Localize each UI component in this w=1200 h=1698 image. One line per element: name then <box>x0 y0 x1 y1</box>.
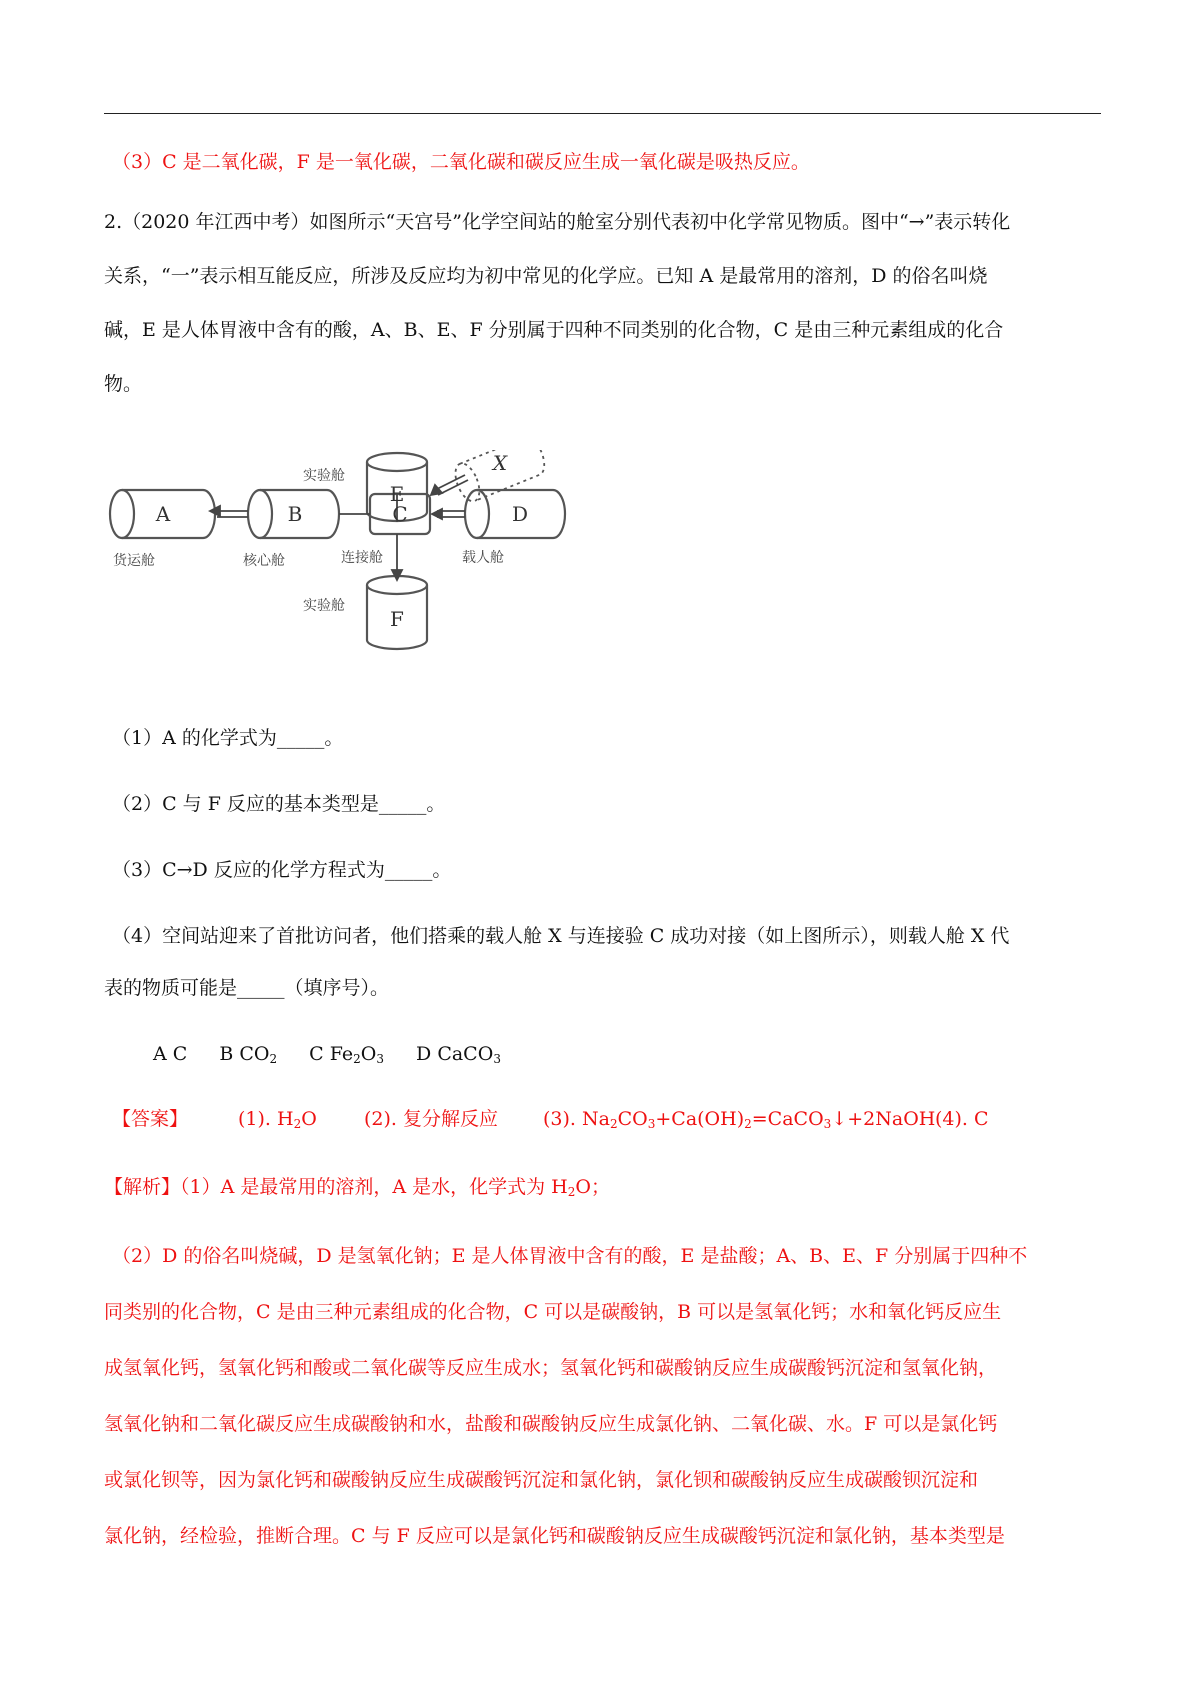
label-core: 核心舱 <box>243 553 285 569</box>
answer-label: 【答案】 <box>112 1108 189 1130</box>
space-station-diagram <box>105 450 625 690</box>
label-d: D <box>511 502 529 526</box>
analysis-label: 【解析】 <box>104 1176 181 1198</box>
label-lab-bottom: 实验舱 <box>303 598 345 614</box>
answer-3: (3). $Na_2CO_3+Ca(OH)_2=CaCO_3↓+2NaOH$ <box>543 1108 936 1131</box>
answer-1: (1). $H_2O$ <box>238 1108 317 1131</box>
option-c: C $Fe_2O_3$ <box>309 1043 384 1066</box>
sub-question-4-line-2: 表的物质可能是_____（填序号）。 <box>104 977 390 999</box>
sub-question-3: （3）C→D 反应的化学方程式为_____。 <box>112 859 452 881</box>
sub-question-2: （2）C 与 F 反应的基本类型是_____。 <box>112 793 446 815</box>
question-line-2: 关系，“一”表示相互能反应，所涉及反应均为初中常见的化学应。已知 A 是最常用的溶剂，D 的俗名叫烧 <box>104 265 988 287</box>
label-lab-top: 实验舱 <box>303 468 345 484</box>
sub-question-4-line-1: （4）空间站迎来了首批访问者，他们搭乘的载人舱 X 与连接验 C 成功对接（如上图所示），则载人舱 X 代 <box>112 925 1010 947</box>
option-d: D CaCO$_3$ <box>416 1043 501 1066</box>
option-a: A C <box>153 1043 188 1065</box>
analysis-line-1: （2）D 的俗名叫烧碱，D 是氢氧化钠；E 是人体胃液中含有的酸，E 是盐酸；A、B、E、F 分别属于四种不 <box>112 1245 1028 1267</box>
prev-answer-line: （3）C 是二氧化碳，F 是一氧化碳，二氧化碳和碳反应生成一氧化碳是吸热反应。 <box>112 151 810 173</box>
analysis-line-4: 氢氧化钠和二氧化碳反应生成碳酸钠和水，盐酸和碳酸钠反应生成氯化钠、二氧化碳、水。F 可以是氯化钙 <box>104 1413 998 1435</box>
label-x: X <box>492 451 508 475</box>
option-b: B $CO_2$ <box>219 1043 278 1066</box>
analysis-line-2: 同类别的化合物，C 是由三种元素组成的化合物，C 可以是碳酸钠，B 可以是氢氧化钙；水和氧化钙反应生 <box>104 1301 1002 1323</box>
analysis-line-5: 或氯化钡等，因为氯化钙和碳酸钠反应生成碳酸钙沉淀和氯化钠，氯化钡和碳酸钠反应生成碳酸钡沉淀和 <box>104 1469 979 1491</box>
question-line-1: 2.（2020 年江西中考）如图所示“天宫号”化学空间站的舱室分别代表初中化学常见物质。图中“→”表示转化 <box>104 211 1011 233</box>
answer-4: (4). C <box>935 1108 989 1130</box>
label-cargo: 货运舱 <box>113 553 155 569</box>
question-line-4: 物。 <box>104 373 143 395</box>
options-row <box>153 1040 527 1068</box>
label-a: A <box>155 502 171 526</box>
sub-question-1: （1）A 的化学式为_____。 <box>112 727 344 749</box>
label-f: F <box>390 607 404 631</box>
label-e: E <box>389 482 405 506</box>
question-line-3: 碱，E 是人体胃液中含有的酸，A、B、E、F 分别属于四种不同类别的化合物，C 是由三种元素组成的化合 <box>104 319 1004 341</box>
answer-2: (2). 复分解反应 <box>364 1108 498 1130</box>
analysis-line-3: 成氢氧化钙，氢氧化钙和酸或二氧化碳等反应生成水；氢氧化钙和碳酸钠反应生成碳酸钙沉淀和氢氧化钠， <box>104 1357 998 1379</box>
label-crew: 载人舱 <box>462 550 504 566</box>
label-connector: 连接舱 <box>341 550 383 566</box>
label-c: C <box>392 502 408 526</box>
analysis-line-6: 氯化钠，经检验，推断合理。C 与 F 反应可以是氯化钙和碳酸钠反应生成碳酸钙沉淀和氯化钠，基本类型是 <box>104 1525 1005 1547</box>
label-b: B <box>287 502 303 526</box>
analysis-first-line: 【解析】（1）A 是最常用的溶剂，A 是水，化学式为 $H_2O$； <box>104 1176 610 1199</box>
header-rule <box>104 113 1101 114</box>
